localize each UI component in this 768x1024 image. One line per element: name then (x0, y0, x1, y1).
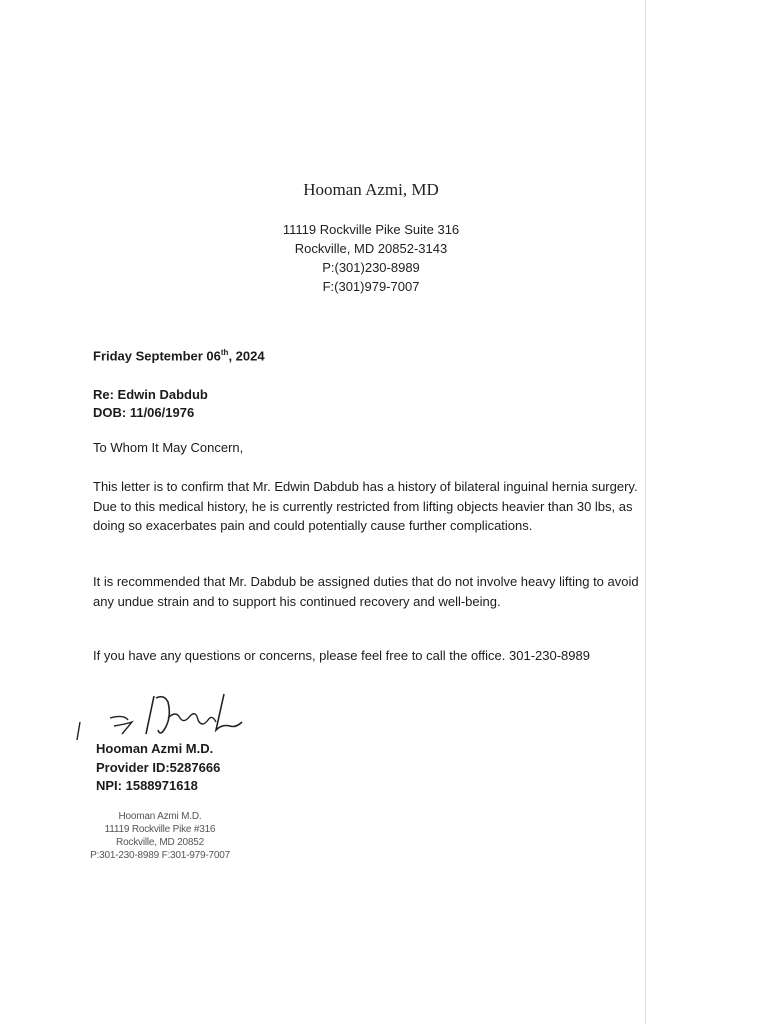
re-line: Re: Edwin Dabdub (93, 387, 208, 402)
paragraph-contact: If you have any questions or concerns, please feel free to call the office. 301-230-8989 (93, 648, 590, 663)
npi-number: NPI: 1588971618 (96, 778, 198, 793)
signer-name: Hooman Azmi M.D. (96, 741, 214, 756)
address-line-2: Rockville, MD 20852-3143 (294, 241, 448, 256)
date-suffix: th (220, 348, 229, 357)
regarding-block (93, 386, 653, 422)
stamp-line-3: Rockville, MD 20852 (116, 837, 204, 848)
dob-line: DOB: 11/06/1976 (93, 405, 195, 420)
address-line-1: 11119 Rockville Pike Suite 316 (282, 222, 460, 237)
date-prefix: Friday September 06 (93, 348, 221, 364)
letterhead-name: Hooman Azmi, MD (303, 180, 439, 199)
date-year: , 2024 (228, 348, 265, 364)
paragraph-recommendation: It is recommended that Mr. Dabdub be assigned duties that do not involve heavy lifting to avoid any undue strain and to support his continued recovery and well-being. (93, 574, 639, 609)
signature-block (96, 740, 220, 796)
phone-line: P:(301)230-8989 (322, 260, 420, 275)
letterhead-address (0, 220, 742, 296)
letter-date (93, 348, 653, 363)
stamp-line-4: P:301-230-8989 F:301-979-7007 (90, 850, 230, 861)
fax-line: F:(301)979-7007 (322, 279, 420, 294)
stamp-line-2: 11119 Rockville Pike #316 (104, 824, 216, 835)
salutation: To Whom It May Concern, (93, 440, 244, 455)
office-stamp (70, 810, 250, 862)
stamp-line-1: Hooman Azmi M.D. (118, 811, 202, 822)
signature-image (72, 688, 252, 748)
provider-id: Provider ID:5287666 (96, 759, 221, 775)
paragraph-confirmation: This letter is to confirm that Mr. Edwin Dabdub has a history of bilateral inguinal hernia surgery. Due to this medical history, he is currently restricted from lifting objects heavier than 30 lbs, as doing so exacerbates pain and could potentially cause further complications. (93, 479, 638, 533)
